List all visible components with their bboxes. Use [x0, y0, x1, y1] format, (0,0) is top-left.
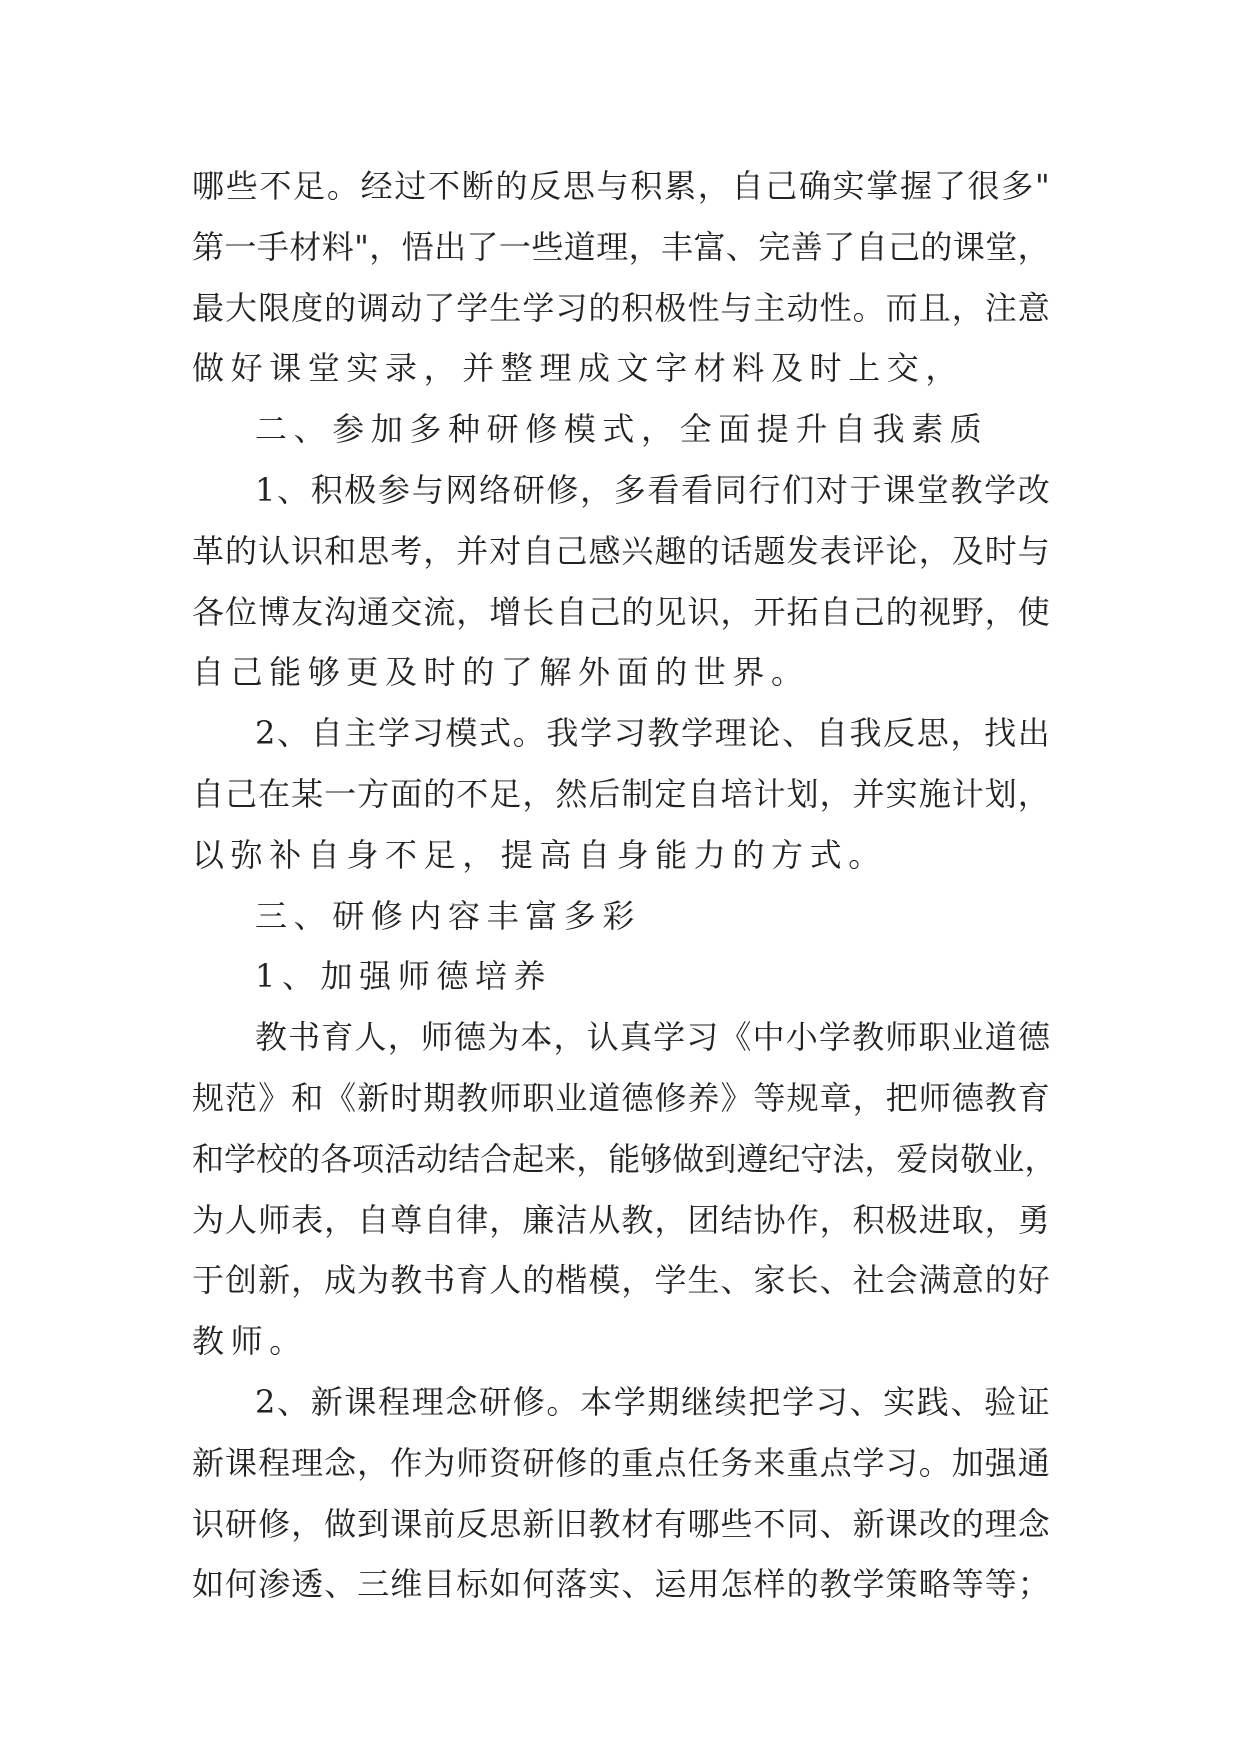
text-line: 教师。: [192, 1322, 308, 1361]
text-line: 1 、 积 极 参 与 网 络 研 修 ， 多 看 看 同 行 们 对 于 课 堂 教 学 改: [255, 470, 1050, 509]
text-line: 识 研 修 ， 做 到 课 前 反 思 新 旧 教 材 有 哪 些 不 同 、 新 课 改 的 理 念: [192, 1504, 1050, 1543]
text-line: 各 位 博 友 沟 通 交 流 ， 增 长 自 己 的 见 识 ， 开 拓 自 己 的 视 野 ， 使: [192, 592, 1050, 631]
text-line: 第 一 手 材 料 " ， 悟 出 了 一 些 道 理 ， 丰 富 、 完 善 了 自 己 的 课 堂 ，: [192, 227, 1050, 266]
text-line: 为 人 师 表 ， 自 尊 自 律 ， 廉 洁 从 教 ， 团 结 协 作 ， 积 极 进 取 ， 勇: [192, 1200, 1050, 1239]
text-line: 哪 些 不 足 。 经 过 不 断 的 反 思 与 积 累 ， 自 己 确 实 掌 握 了 很 多 ": [192, 167, 1050, 205]
text-line: 于 创 新 ， 成 为 教 书 育 人 的 楷 模 ， 学 生 、 家 长 、 社 会 满 意 的 好: [192, 1261, 1050, 1300]
text-line: 2 、 新 课 程 理 念 研 修 。 本 学 期 继 续 把 学 习 、 实 践 、 验 证: [255, 1382, 1050, 1421]
text-line: 规 范 》 和 《 新 时 期 教 师 职 业 道 德 修 养 》 等 规 章 ， 把 师 德 教 育: [192, 1078, 1050, 1117]
text-line: 做好课堂实录，并整理成文字材料及时上交，: [192, 349, 965, 388]
document-body: [192, 156, 1057, 1615]
text-line: 新 课 程 理 念 ， 作 为 师 资 研 修 的 重 点 任 务 来 重 点 学 习 。 加 强 通: [192, 1443, 1050, 1482]
text-line: 和 学 校 的 各 项 活 动 结 合 起 来 ， 能 够 做 到 遵 纪 守 法 ， 爱 岗 敬 业 ，: [192, 1139, 1057, 1178]
text-line: 自 己 在 某 一 方 面 的 不 足 ， 然 后 制 定 自 培 计 划 ， 并 实 施 计 划 ，: [192, 774, 1050, 813]
text-line: 自己能够更及时的了解外面的世界。: [192, 653, 810, 692]
text-line: 教 书 育 人 ， 师 德 为 本 ， 认 真 学 习 《 中 小 学 教 师 职 业 道 德: [255, 1018, 1050, 1057]
text-line: 革 的 认 识 和 思 考 ， 并 对 自 己 感 兴 趣 的 话 题 发 表 评 论 ， 及 时 与: [192, 531, 1050, 570]
text-line: 以弥补自身不足，提高自身能力的方式。: [192, 835, 887, 874]
text-line: 2 、 自 主 学 习 模 式 。 我 学 习 教 学 理 论 、 自 我 反 思 ， 找 出: [255, 714, 1050, 753]
subsection-heading: 1、加强师德培养: [255, 957, 553, 996]
section-heading-3: 三、研修内容丰富多彩: [255, 896, 642, 935]
text-line: 如 何 渗 透 、 三 维 目 标 如 何 落 实 、 运 用 怎 样 的 教 学 策 略 等 等 ；: [192, 1565, 1050, 1604]
text-line: 最 大 限 度 的 调 动 了 学 生 学 习 的 积 极 性 与 主 动 性 。 而 且 ， 注 意: [192, 288, 1050, 327]
section-heading-2: 二、参加多种研修模式，全面提升自我素质: [255, 410, 989, 449]
